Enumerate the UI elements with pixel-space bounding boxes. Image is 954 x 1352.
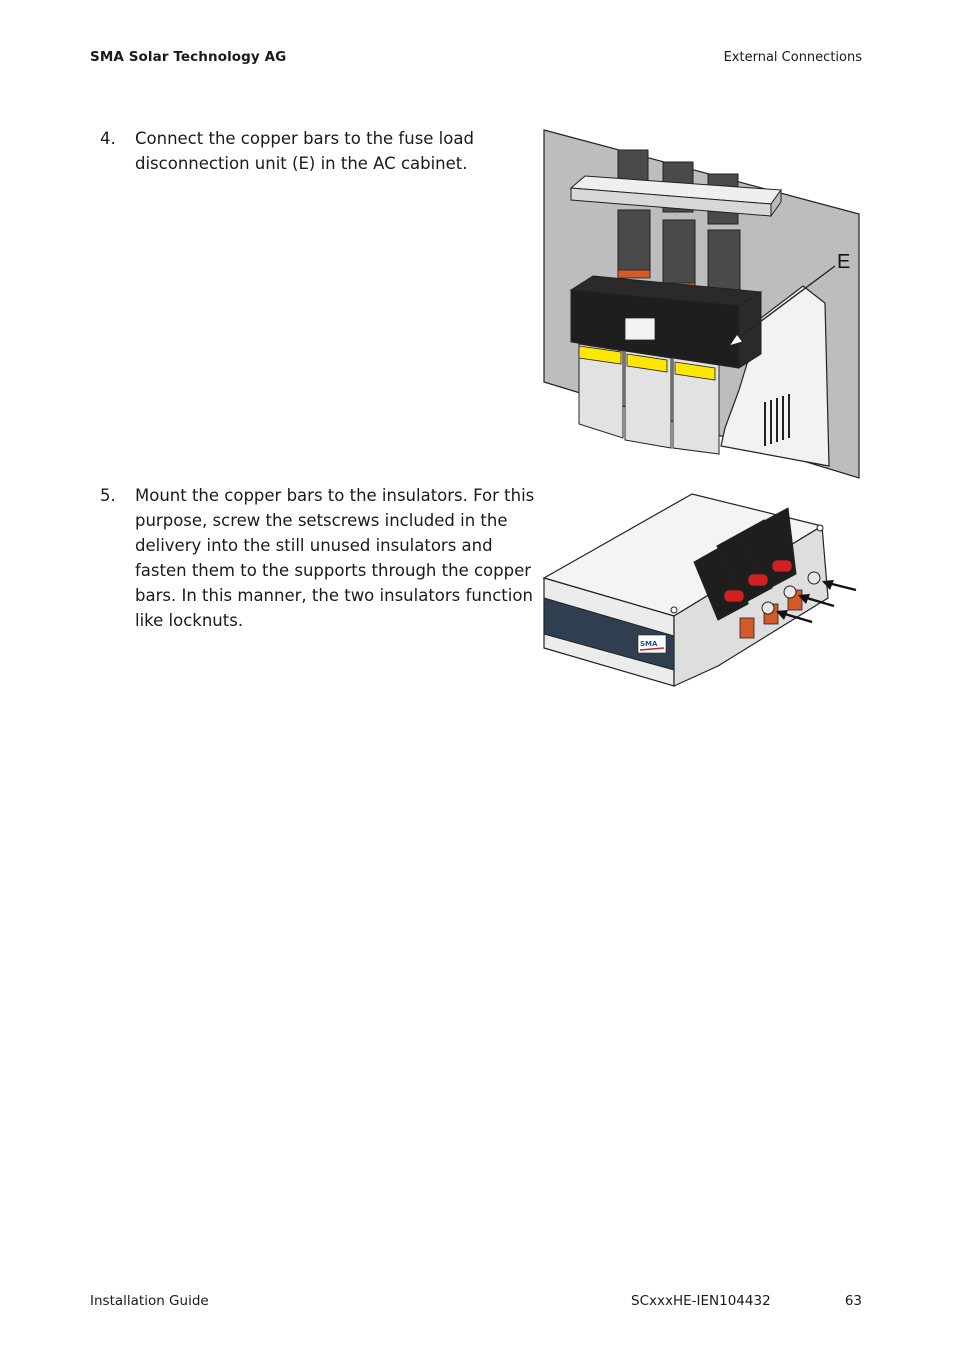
- step-text: Connect the copper bars to the fuse load disconnection unit (E) in the AC cabinet.: [135, 129, 474, 173]
- footer-doc-type: Installation Guide: [90, 1293, 209, 1309]
- step-number: 4.: [100, 129, 116, 148]
- header-section-title: External Connections: [723, 50, 862, 65]
- step-text: Mount the copper bars to the insulators. For this purpose, screw the setscrews included in the delivery into the still unused insulators and fasten them to the supports through the copper bars. In this manner, the two insulators function like locknuts.: [135, 486, 535, 630]
- callout-label-e: E: [837, 251, 851, 273]
- figure-fuse-load-disconnection-unit: [543, 128, 863, 480]
- step-number: 5.: [100, 486, 116, 505]
- header-company: SMA Solar Technology AG: [90, 49, 287, 65]
- footer-page-number: 63: [844, 1293, 862, 1309]
- sma-logo-text: SMA: [640, 640, 658, 648]
- footer-doc-code: SCxxxHE-IEN104432: [631, 1293, 771, 1309]
- figure-insulator-mounting: [542, 490, 862, 690]
